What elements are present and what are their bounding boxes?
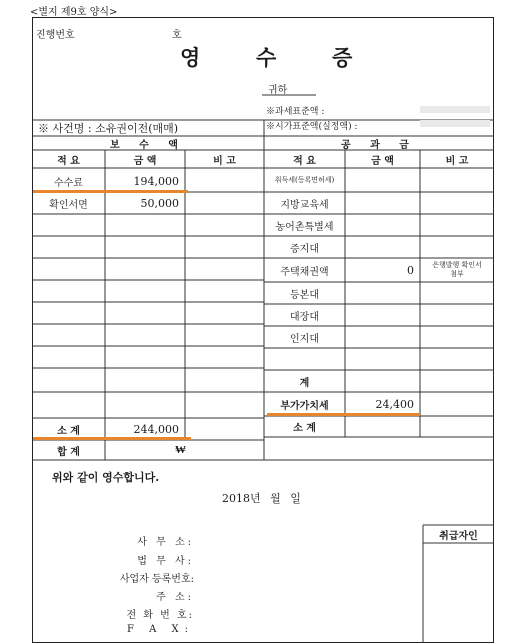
- redacted-market-base: [420, 120, 490, 127]
- right-col-item: 적 요: [293, 155, 316, 167]
- lawyer-field: 법 무 사:: [137, 556, 194, 567]
- right-col-amount: 금 액: [371, 155, 394, 167]
- business-number-field: 사업자 등록번호:: [119, 574, 194, 585]
- serial-suffix: 호: [172, 30, 182, 41]
- title-char-3: 증: [332, 46, 353, 70]
- case-label: ※ 사건명 : 소유권이전(매매): [38, 122, 179, 135]
- handler-label: 취급자인: [439, 530, 478, 542]
- left-col-item: 적 요: [57, 155, 80, 167]
- highlight-subtotal: [33, 437, 191, 440]
- right-row-acquisition-tax: 취득세(등록면허세): [274, 176, 335, 184]
- right-row-vat: 부가가치세: [280, 400, 329, 412]
- fax-field: F A X:: [126, 624, 194, 635]
- serial-label: 진행번호: [36, 30, 75, 41]
- left-col-note: 비 고: [213, 155, 236, 167]
- right-row-rural-tax: 농어촌특별세: [275, 221, 334, 233]
- right-row-revenue-stamp: 인지대: [290, 333, 319, 345]
- recipient-suffix: 귀하: [268, 85, 288, 96]
- highlight-fee: [33, 190, 188, 193]
- right-row-housing-bond-note: 은행발행 확인서 첨부: [432, 261, 482, 278]
- grand-total-currency: ₩: [175, 443, 186, 456]
- form-label: <별지 제9호 양식>: [30, 7, 118, 18]
- left-subtotal-label: 소 계: [57, 425, 80, 437]
- date-text: 2018년 월 일: [222, 492, 301, 505]
- redacted-tax-base: [420, 106, 490, 113]
- market-base-label: ※시가표준액(실정액) :: [266, 122, 358, 132]
- office-field: 사 무 소:: [137, 537, 194, 548]
- right-row-stamp: 증지대: [290, 243, 319, 255]
- right-row-housing-bond: 주택채권액: [280, 266, 329, 278]
- left-section-header: 보 수 액: [110, 139, 186, 151]
- right-row-subtotal: 소 계: [293, 423, 316, 434]
- title-char-1: 영: [180, 46, 201, 70]
- right-row-transcript: 등본대: [290, 289, 319, 301]
- left-col-amount: 금 액: [133, 155, 157, 167]
- tax-base-label: ※과세표준액 :: [266, 107, 325, 117]
- title-char-2: 수: [256, 46, 277, 70]
- left-row-2-item: 확인서면: [49, 199, 88, 211]
- right-col-note: 비 고: [445, 155, 469, 167]
- phone-field: 전 화 번 호:: [126, 610, 194, 621]
- left-row-2-amount: 50,000: [140, 196, 179, 210]
- left-row-1-item: 수수료: [54, 177, 83, 189]
- left-subtotal-amount: 244,000: [133, 422, 179, 436]
- address-field: 주 소:: [156, 592, 194, 603]
- right-row-housing-bond-amount: 0: [407, 263, 414, 277]
- right-row-total: 계: [299, 377, 310, 389]
- grand-total-label: 합 계: [57, 446, 80, 458]
- receipt-statement: 위와 같이 영수합니다.: [52, 471, 160, 484]
- right-section-header: 공 과 금: [341, 139, 417, 151]
- right-row-register: 대장대: [290, 311, 319, 323]
- right-row-local-edu-tax: 지방교육세: [280, 199, 329, 211]
- left-row-1-amount: 194,000: [133, 174, 179, 188]
- highlight-vat: [267, 413, 420, 416]
- right-row-vat-amount: 24,400: [375, 397, 414, 411]
